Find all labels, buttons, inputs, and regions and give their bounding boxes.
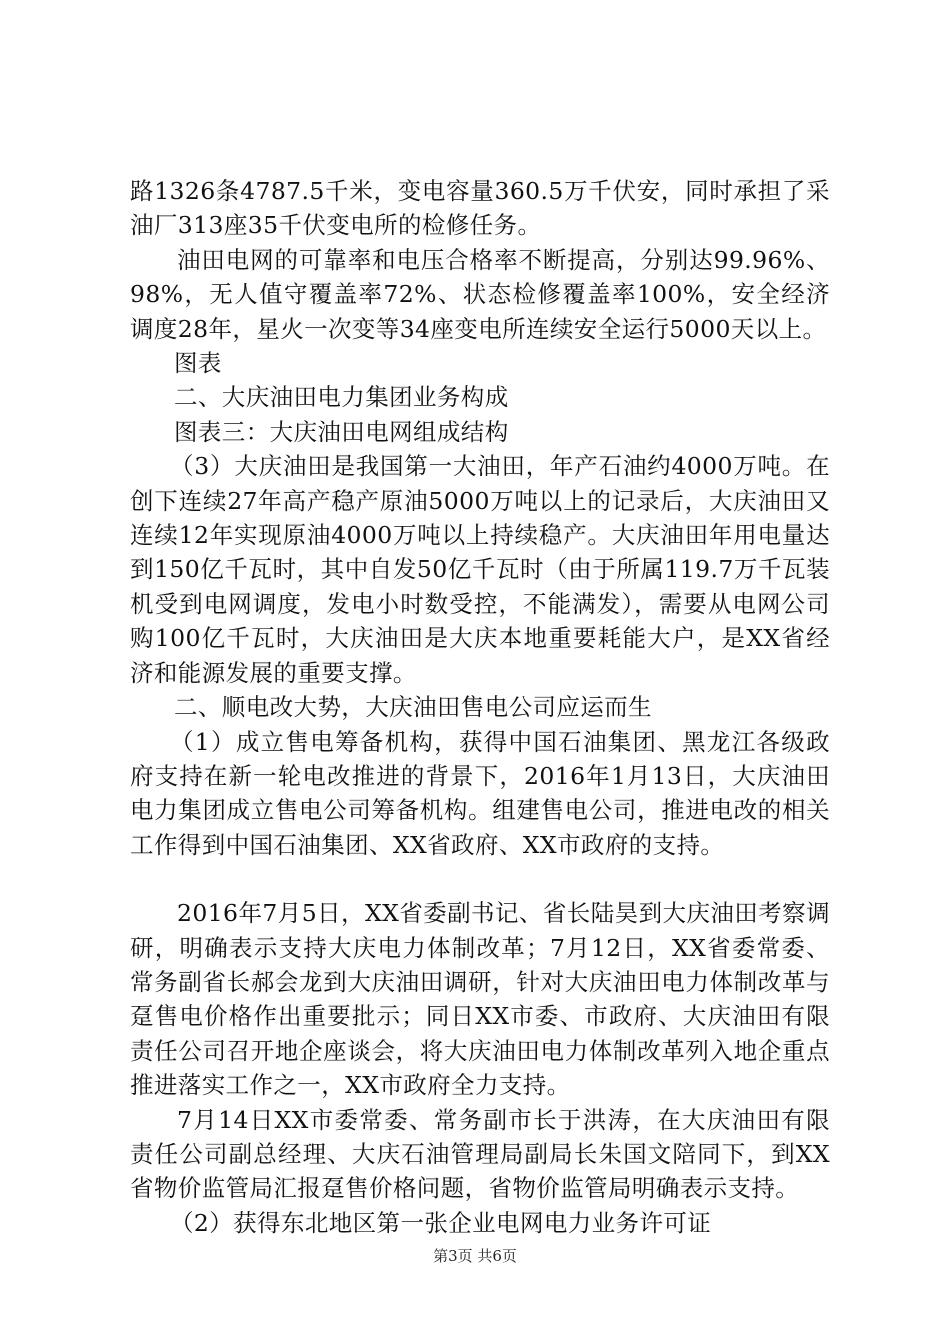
paragraph-oilfield-overview: （3）大庆油田是我国第一大油田，年产石油约4000万吨。在创下连续27年高产稳产原油5000万吨以上的记录后，大庆油田又连续12年实现原油4000万吨以上持续稳产。大庆油田年用电量达到150亿千瓦时，其中自发50亿千瓦时（由于所属119.7万千瓦装机受到电网调度，发电小时数受控，不能满发），需要从电网公司购100亿千瓦时，大庆油田是大庆本地重要耗能大户，是XX省经济和能源发展的重要支撑。 [130,452,830,687]
subheading-license: （2）获得东北地区第一张企业电网电力业务许可证 [170,1208,712,1237]
figure-caption: 图表 [174,349,222,378]
paragraph-july-14: 7月14日XX市委常委、常务副市长于洪涛，在大庆油田有限责任公司副总经理、大庆石油管理局副局长朱国文陪同下，到XX省物价监管局汇报趸售价格问题，省物价监管局明确表示支持。 [130,1105,830,1203]
paragraph-grid-lines: 路1326条4787.5千米，变电容量360.5万千伏安，同时承担了采油厂313座35千伏变电所的检修任务。 [130,177,830,240]
paragraph-preparatory-agency: （1）成立售电筹备机构，获得中国石油集团、黑龙江各级政府支持在新一轮电改推进的背景下，2016年1月13日，大庆油田电力集团成立售电公司筹备机构。组建售电公司，推进电改的相关工作得到中国石油集团、XX省政府、XX市政府的支持。 [130,727,830,859]
section-heading-reform: 二、顺电改大势，大庆油田售电公司应运而生 [174,693,652,722]
paragraph-july-5: 2016年7月5日，XX省委副书记、省长陆昊到大庆油田考察调研，明确表示支持大庆电力体制改革；7月12日，XX省委常委、常务副省长郝会龙到大庆油田调研，针对大庆油田电力体制改革与趸售电价格作出重要批示；同日XX市委、市政府、大庆油田有限责任公司召开地企座谈会，将大庆油田电力体制改革列入地企重点推进落实工作之一，XX市政府全力支持。 [130,899,830,1100]
section-heading-business: 二、大庆油田电力集团业务构成 [174,383,509,412]
page-number-footer: 第3页 共6页 [433,1247,517,1265]
document-body [130,174,830,1240]
paragraph-grid-reliability: 油田电网的可靠率和电压合格率不断提高，分别达99.96%、98%，无人值守覆盖率72%、状态检修覆盖率100%，安全经济调度28年，星火一次变等34座变电所连续安全运行5000天以上。 [130,245,830,343]
figure-three-caption: 图表三：大庆油田电网组成结构 [174,417,509,446]
